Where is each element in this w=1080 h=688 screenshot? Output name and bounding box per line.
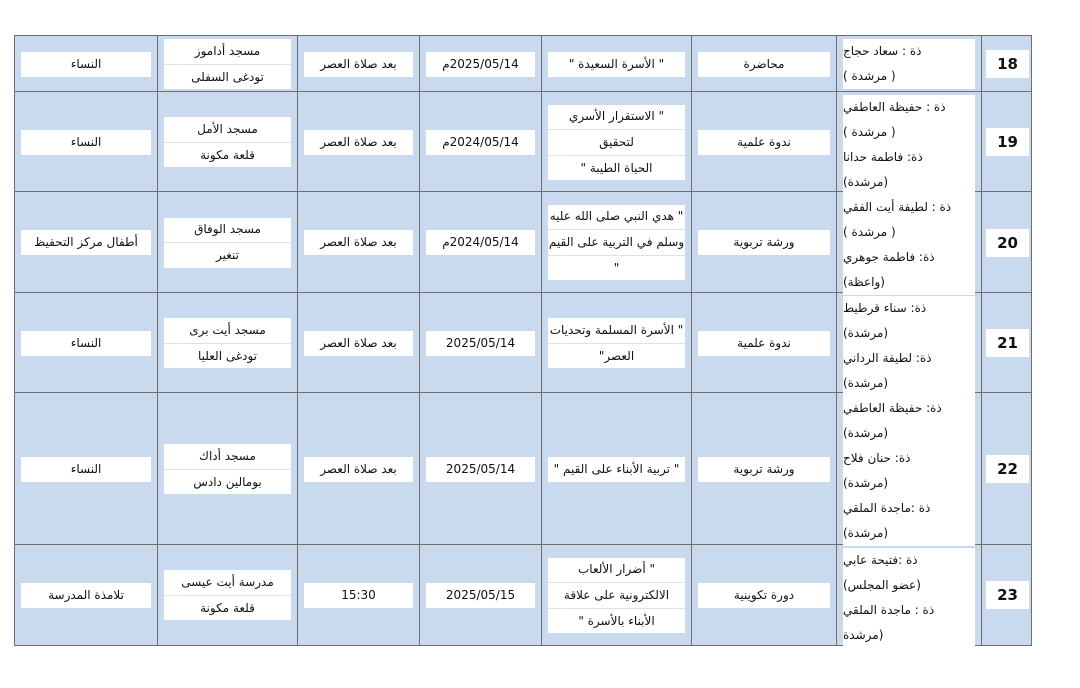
topic-cell bbox=[541, 36, 691, 91]
time-text: بعد صلاة العصر bbox=[320, 134, 397, 149]
place-text: مسجد أداموز bbox=[164, 39, 291, 65]
time-box bbox=[304, 130, 413, 155]
topic-box bbox=[548, 558, 685, 633]
audience-box bbox=[21, 583, 151, 608]
speakers-text: ذة: حفيظة العاطفي bbox=[843, 401, 942, 415]
place-box bbox=[164, 318, 291, 368]
place-text: تنغير bbox=[216, 248, 239, 262]
speakers-text: ذة: لطيفة الرداني bbox=[843, 351, 932, 365]
date-box bbox=[426, 130, 535, 155]
row-number: 20 bbox=[986, 229, 1029, 257]
date-box bbox=[426, 457, 535, 482]
speakers-box bbox=[843, 39, 975, 89]
audience-box bbox=[21, 230, 151, 255]
speakers-text: (مرشدة) bbox=[843, 476, 889, 490]
topic-text: " الاستقرار الأسري bbox=[548, 104, 685, 130]
time-text: بعد صلاة العصر bbox=[320, 335, 397, 350]
time-box bbox=[304, 331, 413, 356]
place-cell bbox=[157, 293, 297, 392]
speakers-text: (مرشدة bbox=[843, 628, 884, 642]
speakers-text: (مرشدة) bbox=[843, 526, 889, 540]
speakers-text: ذة: فاطمة حدانا bbox=[843, 150, 923, 164]
activity-box bbox=[698, 331, 830, 356]
activities-table bbox=[14, 35, 1032, 646]
speakers-cell bbox=[836, 92, 981, 191]
date-box bbox=[426, 331, 535, 356]
time-box bbox=[304, 230, 413, 255]
activity-cell bbox=[691, 92, 836, 191]
row-number: 21 bbox=[986, 329, 1029, 357]
audience-cell bbox=[15, 545, 157, 645]
audience-box bbox=[21, 130, 151, 155]
topic-box bbox=[548, 205, 685, 280]
date-text: 2025/05/15 bbox=[445, 587, 516, 602]
time-cell bbox=[297, 36, 419, 91]
audience-cell bbox=[15, 36, 157, 91]
audience-box bbox=[21, 457, 151, 482]
audience-box bbox=[21, 331, 151, 356]
table-row bbox=[15, 92, 1031, 192]
speakers-cell bbox=[836, 293, 981, 392]
place-text: بومالين دادس bbox=[193, 474, 262, 489]
topic-text: " bbox=[613, 261, 620, 275]
topic-text: " هدي النبي صلى الله عليه bbox=[548, 204, 685, 230]
speakers-text: ذة: حنان فلاح bbox=[843, 451, 911, 465]
speakers-text: ذة : ماجدة الملقي bbox=[843, 603, 935, 617]
date-cell bbox=[419, 92, 541, 191]
audience-text: النساء bbox=[70, 134, 102, 149]
table-row bbox=[15, 293, 1031, 393]
time-box bbox=[304, 457, 413, 482]
place-cell bbox=[157, 192, 297, 292]
speakers-box bbox=[843, 95, 975, 195]
speakers-text: (واعظة) bbox=[843, 275, 885, 289]
activity-cell bbox=[691, 293, 836, 392]
activity-text: ورشة تربوية bbox=[733, 235, 795, 249]
place-text: تودغى العليا bbox=[198, 348, 258, 363]
speakers-box bbox=[843, 296, 975, 396]
speakers-cell bbox=[836, 545, 981, 645]
number-cell bbox=[981, 545, 1033, 645]
topic-text: وسلم في التربية على القيم bbox=[548, 230, 685, 256]
topic-box bbox=[548, 318, 685, 368]
date-cell bbox=[419, 36, 541, 91]
topic-cell bbox=[541, 393, 691, 544]
time-cell bbox=[297, 393, 419, 544]
number-cell bbox=[981, 192, 1033, 292]
speakers-text: (مرشدة) bbox=[843, 175, 889, 189]
activity-box bbox=[698, 52, 830, 77]
date-text: 2025/05/14 bbox=[445, 461, 516, 476]
activity-text: ورشة تربوية bbox=[733, 461, 795, 476]
audience-cell bbox=[15, 393, 157, 544]
date-text: 2024/05/14م bbox=[442, 235, 519, 249]
date-box bbox=[426, 52, 535, 77]
table-row bbox=[15, 192, 1031, 293]
place-box bbox=[164, 117, 291, 167]
activity-cell bbox=[691, 545, 836, 645]
speakers-text: (عضو المجلس) bbox=[843, 578, 921, 592]
speakers-text: ذة :فتيحة عابي bbox=[843, 553, 918, 567]
time-text: بعد صلاة العصر bbox=[320, 56, 397, 71]
topic-box bbox=[548, 52, 685, 77]
place-cell bbox=[157, 545, 297, 645]
topic-text: " الأسرة السعيدة " bbox=[568, 56, 665, 71]
topic-box bbox=[548, 105, 685, 180]
topic-text: " أضرار الألعاب bbox=[548, 557, 685, 583]
place-text: مسجد أيت برى bbox=[164, 318, 291, 344]
speakers-text: ذة : حفيظة العاطفي bbox=[843, 100, 946, 114]
topic-text: العصر" bbox=[598, 348, 635, 363]
place-text: مدرسة أيت عيسى bbox=[164, 570, 291, 596]
date-text: 2024/05/14م bbox=[442, 134, 519, 149]
place-cell bbox=[157, 36, 297, 91]
place-box bbox=[164, 570, 291, 620]
topic-text: " تربية الأبناء على القيم " bbox=[553, 461, 680, 476]
activity-cell bbox=[691, 36, 836, 91]
audience-cell bbox=[15, 293, 157, 392]
activity-cell bbox=[691, 192, 836, 292]
activity-box bbox=[698, 457, 830, 482]
row-number: 22 bbox=[986, 455, 1029, 483]
speakers-text: ذة : سعاد حجاج bbox=[843, 44, 922, 58]
topic-cell bbox=[541, 92, 691, 191]
audience-text: النساء bbox=[70, 56, 102, 71]
row-number: 19 bbox=[986, 128, 1029, 156]
date-cell bbox=[419, 393, 541, 544]
topic-text: الالكترونية على علاقة bbox=[548, 583, 685, 609]
time-text: بعد صلاة العصر bbox=[320, 235, 397, 249]
row-number: 18 bbox=[986, 50, 1029, 78]
place-cell bbox=[157, 393, 297, 544]
table-row bbox=[15, 393, 1031, 545]
place-text: قلعة مكونة bbox=[200, 147, 255, 162]
place-box bbox=[164, 39, 291, 89]
topic-cell bbox=[541, 192, 691, 292]
date-cell bbox=[419, 293, 541, 392]
speakers-box bbox=[843, 548, 975, 648]
date-box bbox=[426, 583, 535, 608]
speakers-text: (مرشدة) bbox=[843, 376, 889, 390]
topic-text: " الأسرة المسلمة وتحديات bbox=[548, 318, 685, 344]
place-box bbox=[164, 218, 291, 268]
audience-text: النساء bbox=[70, 461, 102, 476]
speakers-text: ( مرشدة ) bbox=[843, 225, 896, 239]
number-cell bbox=[981, 92, 1033, 191]
activity-text: ندوة علمية bbox=[737, 335, 791, 350]
place-cell bbox=[157, 92, 297, 191]
place-text: مسجد الوفاق bbox=[164, 217, 291, 243]
activity-text: ندوة علمية bbox=[737, 134, 791, 149]
speakers-text: (مرشدة) bbox=[843, 426, 889, 440]
activity-cell bbox=[691, 393, 836, 544]
audience-text: النساء bbox=[70, 335, 102, 350]
table-row bbox=[15, 36, 1031, 92]
topic-text: الأبناء بالأسرة " bbox=[578, 613, 655, 628]
time-box bbox=[304, 52, 413, 77]
speakers-text: ( مرشدة ) bbox=[843, 125, 896, 139]
activity-box bbox=[698, 130, 830, 155]
audience-text: تلامذة المدرسة bbox=[48, 587, 124, 602]
place-box bbox=[164, 444, 291, 494]
time-cell bbox=[297, 545, 419, 645]
speakers-box bbox=[843, 195, 975, 295]
activity-box bbox=[698, 583, 830, 608]
place-text: مسجد أداك bbox=[164, 444, 291, 470]
topic-box bbox=[548, 457, 685, 482]
number-cell bbox=[981, 393, 1033, 544]
topic-cell bbox=[541, 545, 691, 645]
activity-text: دورة تكوينية bbox=[733, 587, 795, 602]
time-cell bbox=[297, 92, 419, 191]
audience-cell bbox=[15, 92, 157, 191]
time-text: 15:30 bbox=[341, 587, 376, 602]
time-cell bbox=[297, 192, 419, 292]
speakers-text: ذة: سناء قرطيط bbox=[843, 301, 927, 315]
topic-cell bbox=[541, 293, 691, 392]
speakers-text: ذة: فاطمة جوهري bbox=[843, 250, 935, 264]
date-cell bbox=[419, 545, 541, 645]
speakers-cell bbox=[836, 36, 981, 91]
time-text: بعد صلاة العصر bbox=[320, 461, 397, 476]
place-text: قلعة مكونة bbox=[200, 600, 255, 615]
place-text: تودغى السفلى bbox=[191, 69, 264, 84]
audience-cell bbox=[15, 192, 157, 292]
date-cell bbox=[419, 192, 541, 292]
speakers-text: ذة : لطيفة أيت الفقي bbox=[843, 200, 952, 214]
number-cell bbox=[981, 293, 1033, 392]
audience-box bbox=[21, 52, 151, 77]
topic-text: لتحقيق bbox=[548, 130, 685, 156]
table-row bbox=[15, 545, 1031, 645]
speakers-text: (مرشدة) bbox=[843, 326, 889, 340]
date-text: 2025/05/14م bbox=[442, 56, 519, 71]
date-box bbox=[426, 230, 535, 255]
speakers-cell bbox=[836, 192, 981, 292]
row-number: 23 bbox=[986, 581, 1029, 609]
topic-text: الحياة الطيبة " bbox=[580, 160, 653, 175]
activity-text: محاضرة bbox=[743, 56, 785, 71]
date-text: 2025/05/14 bbox=[445, 335, 516, 350]
number-cell bbox=[981, 36, 1033, 91]
activity-box bbox=[698, 230, 830, 255]
speakers-cell bbox=[836, 393, 981, 544]
audience-text: أطفال مركز التحفيظ bbox=[34, 235, 138, 249]
time-box bbox=[304, 583, 413, 608]
speakers-box bbox=[843, 396, 975, 546]
place-text: مسجد الأمل bbox=[164, 117, 291, 143]
time-cell bbox=[297, 293, 419, 392]
speakers-text: ( مرشدة ) bbox=[843, 69, 896, 83]
speakers-text: ذة :ماجدة الملقي bbox=[843, 501, 931, 515]
